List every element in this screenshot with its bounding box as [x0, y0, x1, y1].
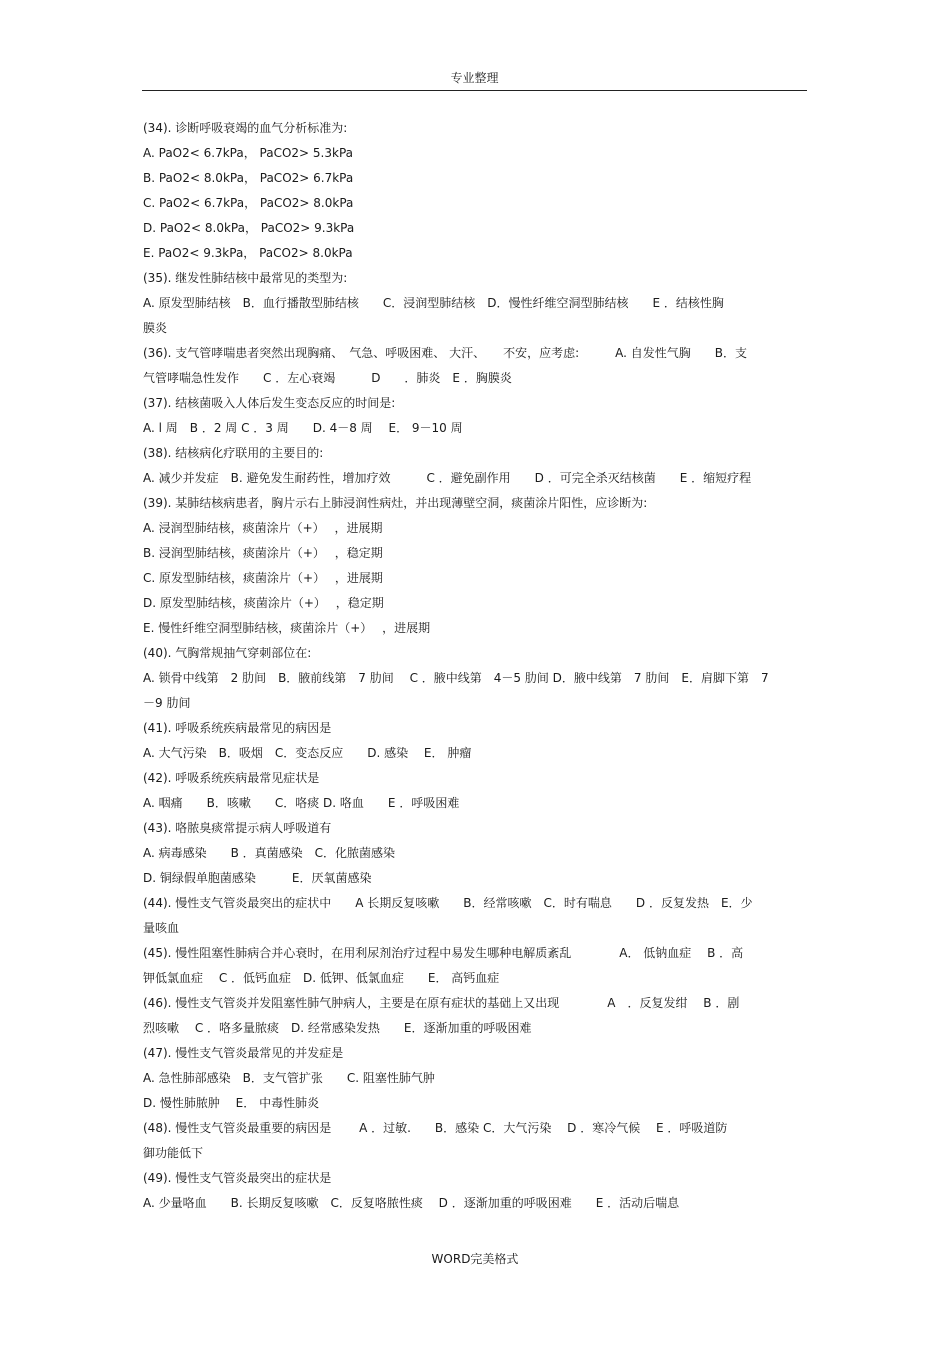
text-line: A. 急性肺部感染 B．支气管扩张 C. 阻塞性肺气肿: [143, 1071, 435, 1085]
text-line: E. 慢性纤维空洞型肺结核，痰菌涂片（+） ，进展期: [143, 621, 431, 635]
text-line: C. PaO2< 6.7kPa， PaCO2> 8.0kPa: [143, 196, 354, 210]
text-line: A. 浸润型肺结核，痰菌涂片（+） ，进展期: [143, 521, 383, 535]
text-line: A. 少量咯血 B. 长期反复咳嗽 C．反复咯脓性痰 D ．逐渐加重的呼吸困难 E ．活动后喘息: [143, 1196, 680, 1210]
question-list: [143, 116, 807, 1216]
text-line: A. 锁骨中线第 2 肋间 B．腋前线第 7 肋间 C ．腋中线第 4－5 肋间 D．腋中线第 7 肋间 E．肩脚下第 7: [143, 671, 769, 685]
text-line: (35). 继发性肺结核中最常见的类型为:: [143, 271, 348, 285]
text-line: D. 铜绿假单胞菌感染 E．厌氧菌感染: [143, 871, 372, 885]
text-line: C. 原发型肺结核，痰菌涂片（+） ，进展期: [143, 571, 383, 585]
text-line: A. 减少并发症 B. 避免发生耐药性，增加疗效 C ．避免副作用 D ．可完全杀灭结核菌 E ．缩短疗程: [143, 471, 752, 485]
text-line: (48). 慢性支气管炎最重要的病因是 A ．过敏. B．感染 C．大气污染 D ．寒冷气候 E ．呼吸道防: [143, 1121, 728, 1135]
text-line: D. 原发型肺结核，痰菌涂片（+） ，稳定期: [143, 596, 384, 610]
text-line: 气管哮喘急性发作 C ．左心衰竭 D ．肺炎 E ．胸膜炎: [143, 371, 512, 385]
text-line: 钾低氯血症 C ．低钙血症 D. 低钾、低氯血症 E． 高钙血症: [143, 971, 500, 985]
text-line: D. 慢性肺脓肿 E． 中毒性肺炎: [143, 1096, 320, 1110]
text-line: (36). 支气管哮喘患者突然出现胸痛、 气急、呼吸困难、 大汗、 不安，应考虑: A. 自发性气胸 B．支: [143, 346, 747, 360]
text-line: A. l 周 B ．2 周 C ．3 周 D. 4－8 周 E． 9－10 周: [143, 421, 463, 435]
text-line: B. 浸润型肺结核，痰菌涂片（+） ，稳定期: [143, 546, 383, 560]
text-line: (44). 慢性支气管炎最突出的症状中 A 长期反复咳嗽 B．经常咳嗽 C．时有喘息 D ．反复发热 E．少: [143, 896, 753, 910]
text-line: (39). 某肺结核病患者，胸片示右上肺浸润性病灶，并出现薄壁空洞，痰菌涂片阳性，应诊断为:: [143, 496, 648, 510]
text-line: (40). 气胸常规抽气穿刺部位在:: [143, 646, 312, 660]
text-line: A. 大气污染 B．吸烟 C．变态反应 D. 感染 E． 肿瘤: [143, 746, 472, 760]
text-line: (47). 慢性支气管炎最常见的并发症是: [143, 1046, 344, 1060]
text-line: (34). 诊断呼吸衰竭的血气分析标准为:: [143, 121, 348, 135]
text-line: (46). 慢性支气管炎并发阻塞性肺气肿病人，主要是在原有症状的基础上又出现 A ．反复发绀 B ．剧: [143, 996, 740, 1010]
text-line: D. PaO2< 8.0kPa， PaCO2> 9.3kPa: [143, 221, 355, 235]
text-line: A. 病毒感染 B ．真菌感染 C．化脓菌感染: [143, 846, 396, 860]
text-line: A. 原发型肺结核 B．血行播散型肺结核 C．浸润型肺结核 D．慢性纤维空洞型肺结核 E ．结核性胸: [143, 296, 724, 310]
text-line: 御功能低下: [143, 1146, 204, 1160]
text-line: A. PaO2< 6.7kPa， PaCO2> 5.3kPa: [143, 146, 353, 160]
text-line: B. PaO2< 8.0kPa， PaCO2> 6.7kPa: [143, 171, 354, 185]
text-line: (37). 结核菌吸入人体后发生变态反应的时间是:: [143, 396, 396, 410]
text-line: －9 肋间: [143, 696, 191, 710]
page-footer: WORD完美格式: [431, 1252, 519, 1266]
text-line: 膜炎: [143, 321, 168, 335]
text-line: (41). 呼吸系统疾病最常见的病因是: [143, 721, 332, 735]
text-line: 量咳血: [143, 921, 180, 935]
page-header: 专业整理: [142, 66, 807, 91]
text-line: (43). 咯脓臭痰常提示病人呼吸道有: [143, 821, 332, 835]
text-line: (49). 慢性支气管炎最突出的症状是: [143, 1171, 332, 1185]
text-line: (42). 呼吸系统疾病最常见症状是: [143, 771, 320, 785]
text-line: 烈咳嗽 C ．咯多量脓痰 D. 经常感染发热 E．逐渐加重的呼吸困难: [143, 1021, 532, 1035]
text-line: (45). 慢性阻塞性肺病合并心衰时，在用利尿剂治疗过程中易发生哪种电解质紊乱 A． 低钠血症 B ．高: [143, 946, 744, 960]
text-line: E. PaO2< 9.3kPa， PaCO2> 8.0kPa: [143, 246, 353, 260]
text-line: A. 咽痛 B．咳嗽 C．咯痰 D. 咯血 E ．呼吸困难: [143, 796, 460, 810]
text-line: (38). 结核病化疗联用的主要目的:: [143, 446, 324, 460]
